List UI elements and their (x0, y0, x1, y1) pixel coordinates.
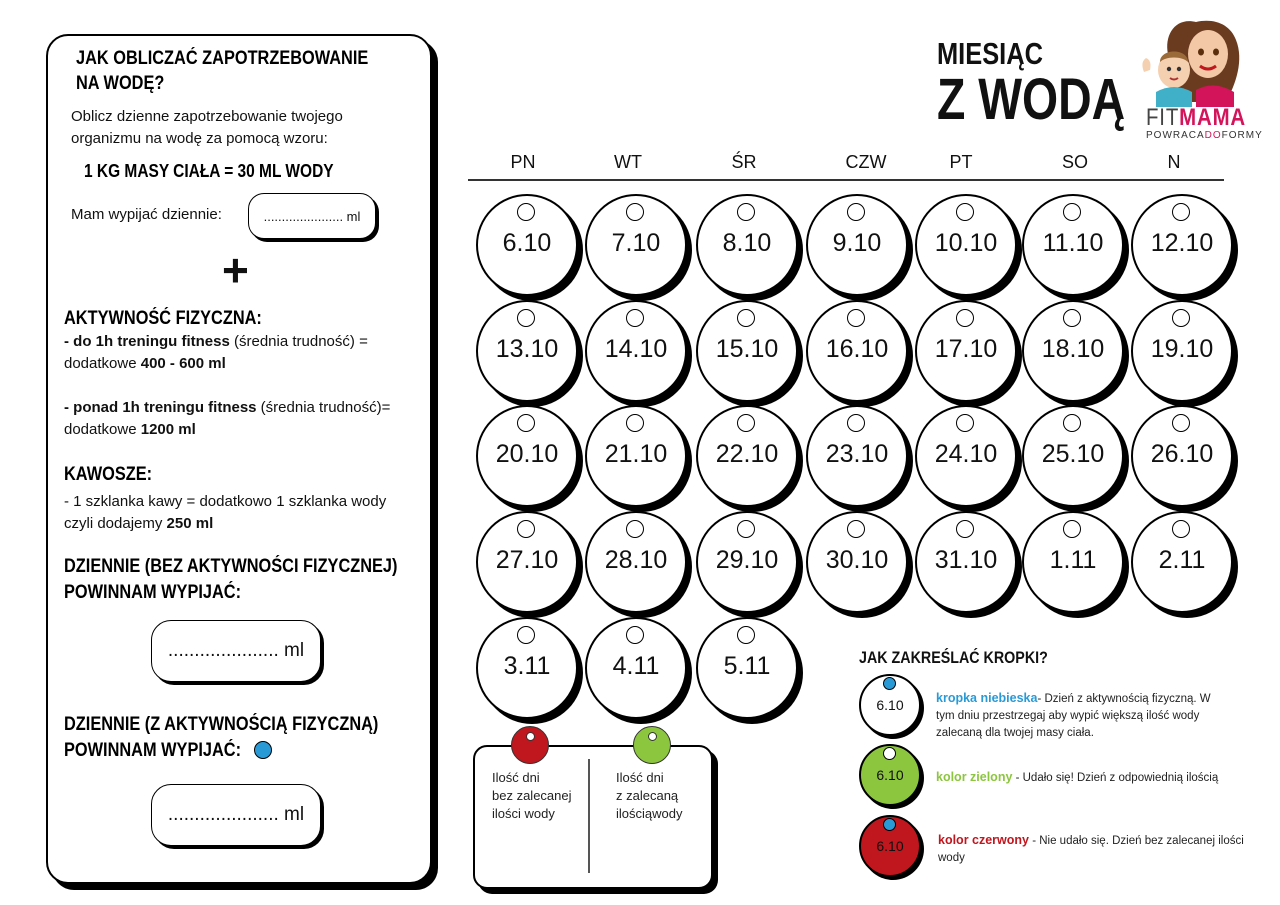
daily-activity-field[interactable] (151, 784, 321, 846)
day-bubble[interactable] (915, 405, 1017, 507)
day-date: 1.11 (1049, 546, 1097, 574)
day-bubble[interactable] (696, 194, 798, 296)
day-marker-dot[interactable] (626, 626, 644, 644)
day-date: 14.10 (604, 335, 668, 363)
day-bubble[interactable] (915, 511, 1017, 613)
day-marker-dot[interactable] (956, 414, 974, 432)
title-line-1: MIESIĄC (937, 36, 1043, 71)
day-bubble[interactable] (696, 300, 798, 402)
day-marker-dot[interactable] (737, 309, 755, 327)
day-marker-dot[interactable] (956, 309, 974, 327)
day-bubble[interactable] (585, 617, 687, 719)
day-date: 13.10 (495, 335, 559, 363)
day-date: 16.10 (825, 335, 889, 363)
day-bubble[interactable] (1131, 405, 1233, 507)
day-date: 24.10 (934, 440, 998, 468)
day-date: 18.10 (1041, 335, 1105, 363)
day-date: 30.10 (825, 546, 889, 574)
day-date: 11.10 (1042, 229, 1104, 257)
activity-rule-2-extra: dodatkowe 1200 ml (64, 421, 196, 438)
day-bubble[interactable] (696, 511, 798, 613)
day-marker-dot[interactable] (956, 203, 974, 221)
blue-dot-icon (254, 741, 272, 759)
day-bubble[interactable] (915, 194, 1017, 296)
day-marker-dot[interactable] (1172, 414, 1190, 432)
day-bubble[interactable] (1131, 300, 1233, 402)
daily-activity-heading-2: POWINNAM WYPIJAĆ: (64, 740, 242, 761)
intro-line-1: Oblicz dzienne zapotrzebowanie twojego (71, 108, 343, 125)
red-ball-icon (511, 726, 549, 764)
fitmama-logo (1136, 12, 1263, 142)
day-bubble[interactable] (696, 405, 798, 507)
day-date: 4.11 (612, 652, 660, 680)
instructions-heading: JAK OBLICZAĆ ZAPOTRZEBOWANIE (76, 48, 369, 69)
day-date: 2.11 (1158, 546, 1206, 574)
weekday-label: SO (1061, 152, 1088, 172)
day-date: 15.10 (715, 335, 779, 363)
logo-tagline: POWRACADOFORMY (1146, 130, 1263, 141)
day-date: 22.10 (715, 440, 779, 468)
plus-icon: + (222, 244, 249, 296)
day-marker-dot[interactable] (626, 309, 644, 327)
day-bubble[interactable] (476, 405, 578, 507)
activity-rule-1: - do 1h treningu fitness (średnia trudność) = (64, 333, 368, 350)
blue-dot-icon (883, 677, 896, 690)
day-marker-dot[interactable] (737, 520, 755, 538)
counter-no-water: Ilość dni bez zalecanej ilości wody (492, 770, 572, 821)
day-date: 20.10 (495, 440, 559, 468)
day-date: 8.10 (722, 229, 772, 257)
day-marker-dot[interactable] (1063, 414, 1081, 432)
mother-child-logo-icon (1136, 12, 1252, 107)
daily-activity-value: ..................... ml (167, 804, 305, 825)
day-bubble[interactable] (806, 405, 908, 507)
day-date: 31.10 (934, 546, 998, 574)
day-marker-dot[interactable] (517, 626, 535, 644)
daily-no-activity-heading-2: POWINNAM WYPIJAĆ: (64, 582, 242, 603)
day-date: 26.10 (1150, 440, 1214, 468)
day-bubble[interactable] (585, 300, 687, 402)
weekday-label: CZW (845, 152, 887, 172)
day-marker-dot[interactable] (847, 309, 865, 327)
blue-dot-icon (883, 818, 896, 831)
day-date: 6.10 (502, 229, 552, 257)
weekday-label: PT (949, 152, 973, 172)
legend-green-text: kolor zielony - Udało się! Dzień z odpowiednią ilością (936, 770, 1219, 784)
day-bubble[interactable] (476, 194, 578, 296)
day-marker-dot[interactable] (847, 203, 865, 221)
formula: 1 KG MASY CIAŁA = 30 ML WODY (84, 161, 334, 181)
legend-blue-text: kropka niebieska- Dzień z aktywnością fizyczną. W tym dniu przestrzegaj aby wypić większą ilość wody zalecaną dla twojej masy ciała. (936, 691, 1211, 739)
day-bubble[interactable] (585, 405, 687, 507)
day-marker-dot[interactable] (626, 520, 644, 538)
weekday-label: N (1167, 152, 1181, 172)
day-date: 10.10 (934, 229, 998, 257)
daily-activity-heading: DZIENNIE (Z AKTYWNOŚCIĄ FIZYCZNĄ) (64, 714, 379, 735)
intro-line-2: organizmu na wodę za pomocą wzoru: (71, 130, 328, 147)
counter-box (473, 745, 713, 889)
day-bubble[interactable] (696, 617, 798, 719)
daily-no-activity-field[interactable] (151, 620, 321, 682)
day-date: 17.10 (934, 335, 998, 363)
legend-heading: JAK ZAKREŚLAĆ KROPKI? (859, 648, 1048, 667)
day-marker-dot[interactable] (517, 520, 535, 538)
day-date: 9.10 (832, 229, 882, 257)
day-marker-dot[interactable] (847, 520, 865, 538)
legend-red-sample: 6.10 (859, 815, 921, 877)
day-marker-dot[interactable] (1172, 309, 1190, 327)
day-bubble[interactable] (476, 511, 578, 613)
weekday-divider (468, 179, 1224, 181)
day-date: 19.10 (1150, 335, 1214, 363)
drink-amount-field[interactable] (248, 193, 376, 239)
day-date: 7.10 (611, 229, 661, 257)
day-bubble[interactable] (1022, 194, 1124, 296)
day-marker-dot[interactable] (517, 203, 535, 221)
legend-blue-sample: 6.10 (859, 674, 921, 736)
day-date: 25.10 (1041, 440, 1105, 468)
logo-wordmark: FITMAMA (1146, 104, 1247, 131)
day-bubble[interactable] (806, 511, 908, 613)
weekday-label: ŚR (731, 152, 757, 172)
day-bubble[interactable] (806, 194, 908, 296)
day-bubble[interactable] (476, 300, 578, 402)
coffee-rule-extra: czyli dodajemy 250 ml (64, 515, 214, 532)
weekday-label: WT (614, 152, 642, 172)
activity-rule-2: - ponad 1h treningu fitness (średnia trudność)= (64, 399, 391, 416)
coffee-rule: - 1 szklanka kawy = dodatkowo 1 szklanka wody (64, 493, 387, 510)
white-dot-icon (883, 747, 896, 760)
daily-no-activity-heading: DZIENNIE (BEZ AKTYWNOŚCI FIZYCZNEJ) (64, 556, 398, 577)
day-marker-dot[interactable] (517, 309, 535, 327)
day-date: 23.10 (825, 440, 889, 468)
title-line-2: Z WODĄ (937, 67, 1126, 132)
drink-amount-value: ...................... ml (263, 208, 361, 224)
counter-with-water: Ilość dni z zalecaną ilościąwody (616, 770, 683, 821)
day-date: 21.10 (604, 440, 668, 468)
day-bubble[interactable] (1022, 300, 1124, 402)
day-bubble[interactable] (1022, 405, 1124, 507)
day-marker-dot[interactable] (626, 203, 644, 221)
day-date: 5.11 (723, 652, 771, 680)
day-date: 12.10 (1150, 229, 1214, 257)
day-bubble[interactable] (476, 617, 578, 719)
day-date: 3.11 (503, 652, 551, 680)
activity-heading: AKTYWNOŚĆ FIZYCZNA: (64, 308, 262, 329)
day-marker-dot[interactable] (1063, 203, 1081, 221)
legend-red-text: kolor czerwony - Nie udało się. Dzień bez zalecanej ilości wody (938, 833, 1244, 864)
day-marker-dot[interactable] (737, 626, 755, 644)
day-bubble[interactable] (806, 300, 908, 402)
day-marker-dot[interactable] (517, 414, 535, 432)
weekday-label: PN (510, 152, 536, 172)
day-marker-dot[interactable] (737, 414, 755, 432)
day-date: 28.10 (604, 546, 668, 574)
green-ball-icon (633, 726, 671, 764)
day-date: 29.10 (715, 546, 779, 574)
day-bubble[interactable] (1131, 511, 1233, 613)
coffee-heading: KAWOSZE: (64, 464, 153, 485)
day-marker-dot[interactable] (1063, 309, 1081, 327)
counter-divider (588, 759, 590, 873)
activity-rule-1-extra: dodatkowe 400 - 600 ml (64, 355, 226, 372)
drink-label: Mam wypijać dziennie: (71, 206, 222, 223)
day-bubble[interactable] (585, 511, 687, 613)
day-marker-dot[interactable] (956, 520, 974, 538)
day-marker-dot[interactable] (1063, 520, 1081, 538)
day-marker-dot[interactable] (847, 414, 865, 432)
day-bubble[interactable] (1131, 194, 1233, 296)
day-bubble[interactable] (585, 194, 687, 296)
day-bubble[interactable] (1022, 511, 1124, 613)
instructions-panel (46, 34, 432, 884)
day-marker-dot[interactable] (1172, 203, 1190, 221)
instructions-heading-2: NA WODĘ? (76, 73, 165, 94)
legend-green-sample: 6.10 (859, 744, 921, 806)
day-marker-dot[interactable] (737, 203, 755, 221)
day-marker-dot[interactable] (626, 414, 644, 432)
day-bubble[interactable] (915, 300, 1017, 402)
day-marker-dot[interactable] (1172, 520, 1190, 538)
daily-no-activity-value: ..................... ml (167, 640, 305, 661)
day-date: 27.10 (495, 546, 559, 574)
